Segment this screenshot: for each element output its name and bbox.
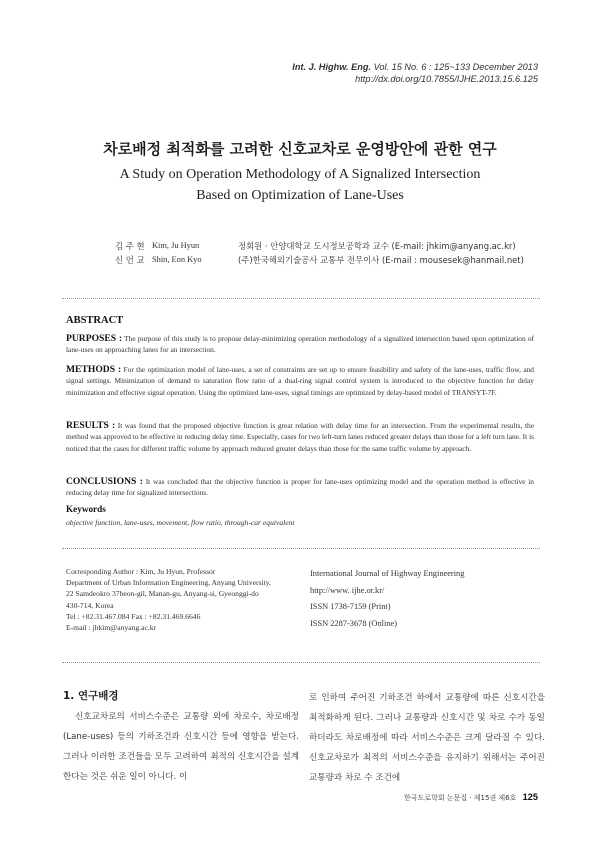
author-affiliation: 정회원 · 안양대학교 도시정보공학과 교수 (E-mail: jhkim@anyang.ac.kr): [238, 241, 516, 251]
divider: [62, 298, 540, 299]
section-text: It was found that the proposed objective function is great relation with delay time for an intersection. From the experimental results, the method was approved to be effective in reducing delay time. Especially, cases for two left-turn lanes reduced greater delays than those for a left turn lane. It is noticed that the cases for different traffic volume by approach reduced greater delays than those for the same traffic volume by approach.: [66, 421, 534, 453]
section-label: CONCLUSIONS :: [66, 476, 143, 487]
author-name-ko: 김 주 현: [115, 241, 145, 251]
journal-info-url[interactable]: http://www. ijhe.or.kr/: [310, 585, 385, 595]
section-label: METHODS :: [66, 364, 122, 375]
footer-journal: 한국도로학회 논문집 · 제15권 제6호: [404, 794, 517, 802]
corr-line: Corresponding Author : Kim, Ju Hyun, Professor: [66, 567, 216, 576]
section-text: For the optimization model of lane-uses, a set of constraints are set up to ensure feasibility and safety of the lane-uses, traffic flow, and signal settings. Minimization of demand to saturation flow ratio of a dual-ring signal control system is introduced to the objective function for delay minimization and effective signal operation. Using the optimized lane-uses, signal timings are optimized by delay-based model of TRANSYT-7F.: [66, 365, 534, 397]
abstract-results: [66, 420, 534, 454]
corr-line: Department of Urban Information Engineering, Anyang University,: [66, 578, 271, 588]
journal-name: Int. J. Highw. Eng.: [292, 62, 372, 72]
journal-info-issn-online: ISSN 2287-3678 (Online): [310, 618, 398, 628]
author-affiliation: (주)한국해외기술공사 교통부 전무이사 (E-mail : mousesek@hanmail.net): [238, 255, 524, 265]
body-column-left: 신호교차로의 서비스수준은 교통량 외에 차로수, 차로배정(Lane-uses) 등의 기하조건과 신호시간 등에 영향을 받는다. 그러나 이러한 조건들을 모두 고려하여 최적의 신호시간을 설계한다는 것은 쉬운 일이 아니다. 이: [63, 712, 299, 782]
journal-info: [310, 566, 540, 632]
title-english: [0, 164, 600, 206]
journal-info-issn-print: ISSN 1738-7159 (Print): [310, 602, 391, 612]
body-column-right: 로 인하여 주어진 기하조건 하에서 교통량에 따른 신호시간을 최적화하게 된다. 그러나 교통량과 신호시간 및 차로 수가 동일하더라도 차로배정에 따라 서비스수준은 크게 달라질 수 있다. 신호교차로가 최적의 서비스수준을 유지하기 위해서는 주어진 교통량과 차로 수 조건에: [309, 693, 545, 783]
author-affiliations: [238, 239, 524, 267]
corr-email[interactable]: E-mail : jhkim@anyang.ac.kr: [66, 623, 157, 633]
title-korean: 차로배정 최적화를 고려한 신호교차로 운영방안에 관한 연구: [103, 140, 497, 158]
corr-line: Tel : +82.31.467.084 Fax : +82.31.469.6646: [66, 611, 201, 621]
author-names-korean: [115, 239, 145, 267]
journal-citation: [292, 61, 538, 85]
author-name-en: Kim, Ju Hyun: [152, 241, 200, 250]
journal-volume: Vol. 15 No. 6 : 125~133 December 2013: [373, 62, 538, 72]
abstract-purposes: [66, 333, 534, 356]
corresponding-author: [66, 566, 296, 633]
keywords-text: objective function, lane-uses, movement, flow ratio, through-car equivalent: [66, 518, 295, 527]
divider: [62, 662, 540, 663]
journal-doi[interactable]: http://dx.doi.org/10.7855/IJHE.2013.15.6.125: [355, 74, 538, 84]
title-english-line2: Based on Optimization of Lane-Uses: [196, 188, 404, 203]
page-number: 125: [522, 792, 538, 802]
divider: [62, 548, 540, 549]
abstract-conclusions: [66, 476, 534, 499]
section-text: The purpose of this study is to propose delay-minimizing operation methodology of a signalized intersection based upon optimization of lane-uses on approaching lanes for an intersection.: [66, 334, 535, 355]
author-name-en: Shin, Eon Kyo: [152, 255, 202, 264]
section-label: RESULTS :: [66, 420, 116, 431]
author-names-english: [152, 239, 202, 267]
journal-info-name: International Journal of Highway Engineering: [310, 569, 465, 578]
corr-line: 22 Samdeokro 37beon-gil, Manan-gu, Anyang-si, Gyeonggi-do: [66, 589, 259, 599]
page-footer: [404, 792, 538, 803]
section-label: PURPOSES :: [66, 333, 123, 344]
abstract-methods: [66, 364, 534, 398]
section-heading: 1. 연구배경: [63, 690, 119, 702]
title-english-line1: A Study on Operation Methodology of A Signalized Intersection: [119, 167, 481, 182]
section-text: It was concluded that the objective function is proper for lane-uses optimizing model and the operation method is effective in reducing delay time for signalized intersections.: [66, 477, 534, 498]
keywords-heading: Keywords: [66, 504, 106, 514]
author-name-ko: 신 언 교: [115, 255, 145, 265]
abstract-heading: ABSTRACT: [66, 315, 124, 326]
corr-line: 430-714, Korea: [66, 600, 114, 610]
